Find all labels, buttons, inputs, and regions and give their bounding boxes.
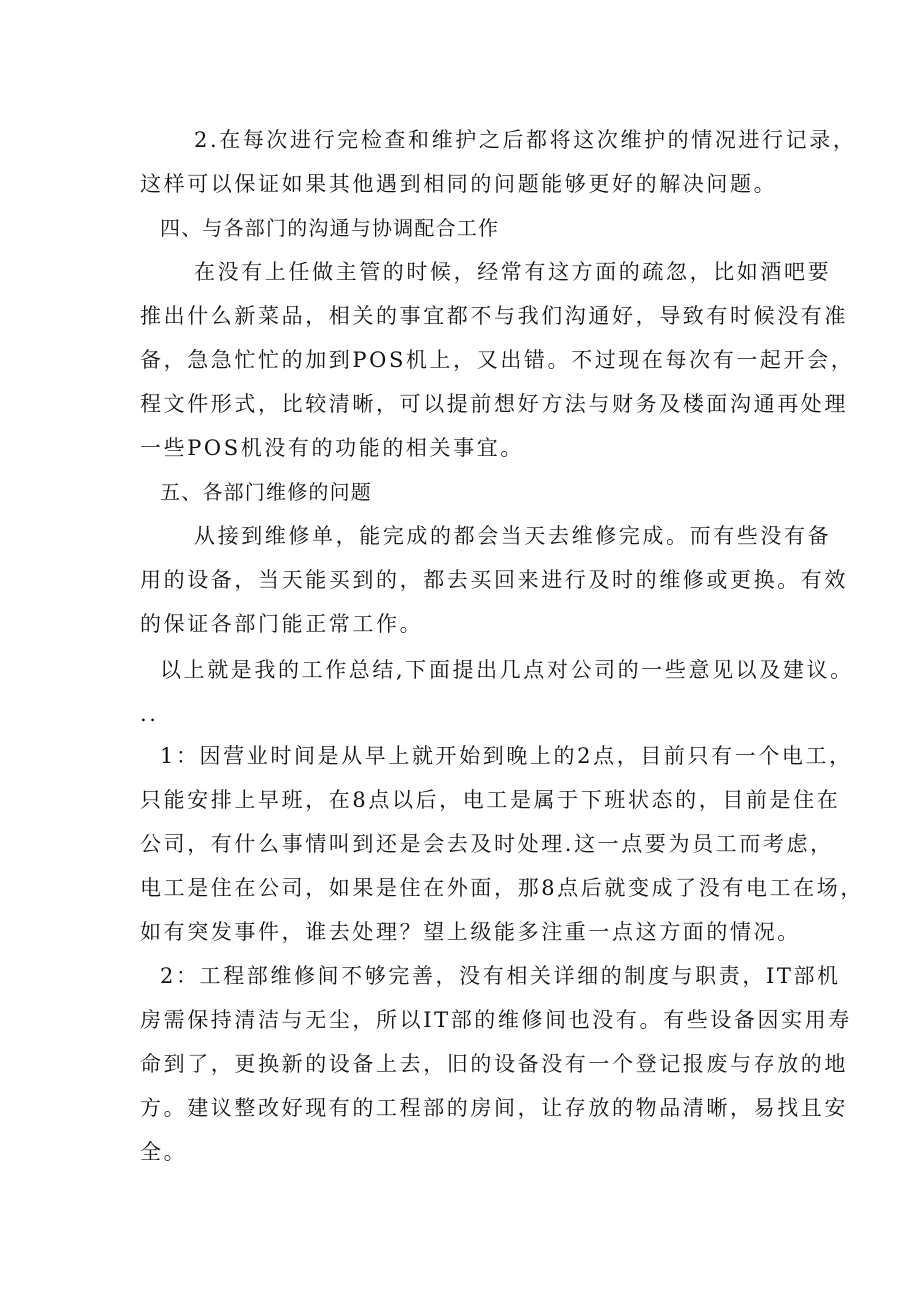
paragraph-line: 推出什么新菜品，相关的事宜都不与我们沟通好，导致有时候没有准 (140, 304, 848, 328)
paragraph-line: 只能安排上早班，在8点以后，电工是属于下班状态的，目前是住在 (140, 788, 841, 812)
paragraph-line: 一些POS机没有的功能的相关事宜。 (140, 436, 524, 460)
paragraph-line: 2：工程部维修间不够完善，没有相关详细的制度与职责，IT部机 (160, 964, 841, 988)
paragraph-line: 房需保持清洁与无尘，所以IT部的维修间也没有。有些设备因实用寿 (140, 1008, 852, 1032)
paragraph-line: 命到了，更换新的设备上去，旧的设备没有一个登记报废与存放的地 (140, 1052, 848, 1076)
paragraph-line: 2.在每次进行完检查和维护之后都将这次维护的情况进行记录， (194, 128, 857, 152)
paragraph-line: 备，急急忙忙的加到POS机上，又出错。不过现在每次有一起开会， (140, 348, 855, 372)
paragraph-line: 全。 (140, 1140, 188, 1164)
paragraph-line: 程文件形式，比较清晰，可以提前想好方法与财务及楼面沟通再处理 (140, 392, 848, 416)
ellipsis-line: .. (140, 702, 159, 726)
paragraph-line: 电工是住在公司，如果是住在外面，那8点后就变成了没有电工在场， (140, 876, 864, 900)
paragraph-line: 方。建议整改好现有的工程部的房间，让存放的物品清晰，易找且安 (140, 1096, 848, 1120)
section-heading: 五、各部门维修的问题 (160, 480, 372, 504)
paragraph-line: 从接到维修单，能完成的都会当天去维修完成。而有些没有备 (194, 524, 832, 548)
paragraph-line: 在没有上任做主管的时候，经常有这方面的疏忽，比如酒吧要 (194, 260, 832, 284)
paragraph-line: 1：因营业时间是从早上就开始到晚上的2点，目前只有一个电工， (160, 744, 853, 768)
paragraph-line: 以上就是我的工作总结,下面提出几点对公司的一些意见以及建议。 (160, 658, 854, 682)
section-heading: 四、与各部门的沟通与协调配合工作 (160, 216, 500, 240)
paragraph-line: 用的设备，当天能买到的，都去买回来进行及时的维修或更换。有效 (140, 568, 848, 592)
paragraph-line: 这样可以保证如果其他遇到相同的问题能够更好的解决问题。 (140, 172, 778, 196)
paragraph-line: 的保证各部门能正常工作。 (140, 612, 424, 636)
paragraph-line: 如有突发事件，谁去处理？望上级能多注重一点这方面的情况。 (140, 920, 801, 944)
paragraph-line: 公司，有什么事情叫到还是会去及时处理.这一点要为员工而考虑， (140, 832, 834, 856)
